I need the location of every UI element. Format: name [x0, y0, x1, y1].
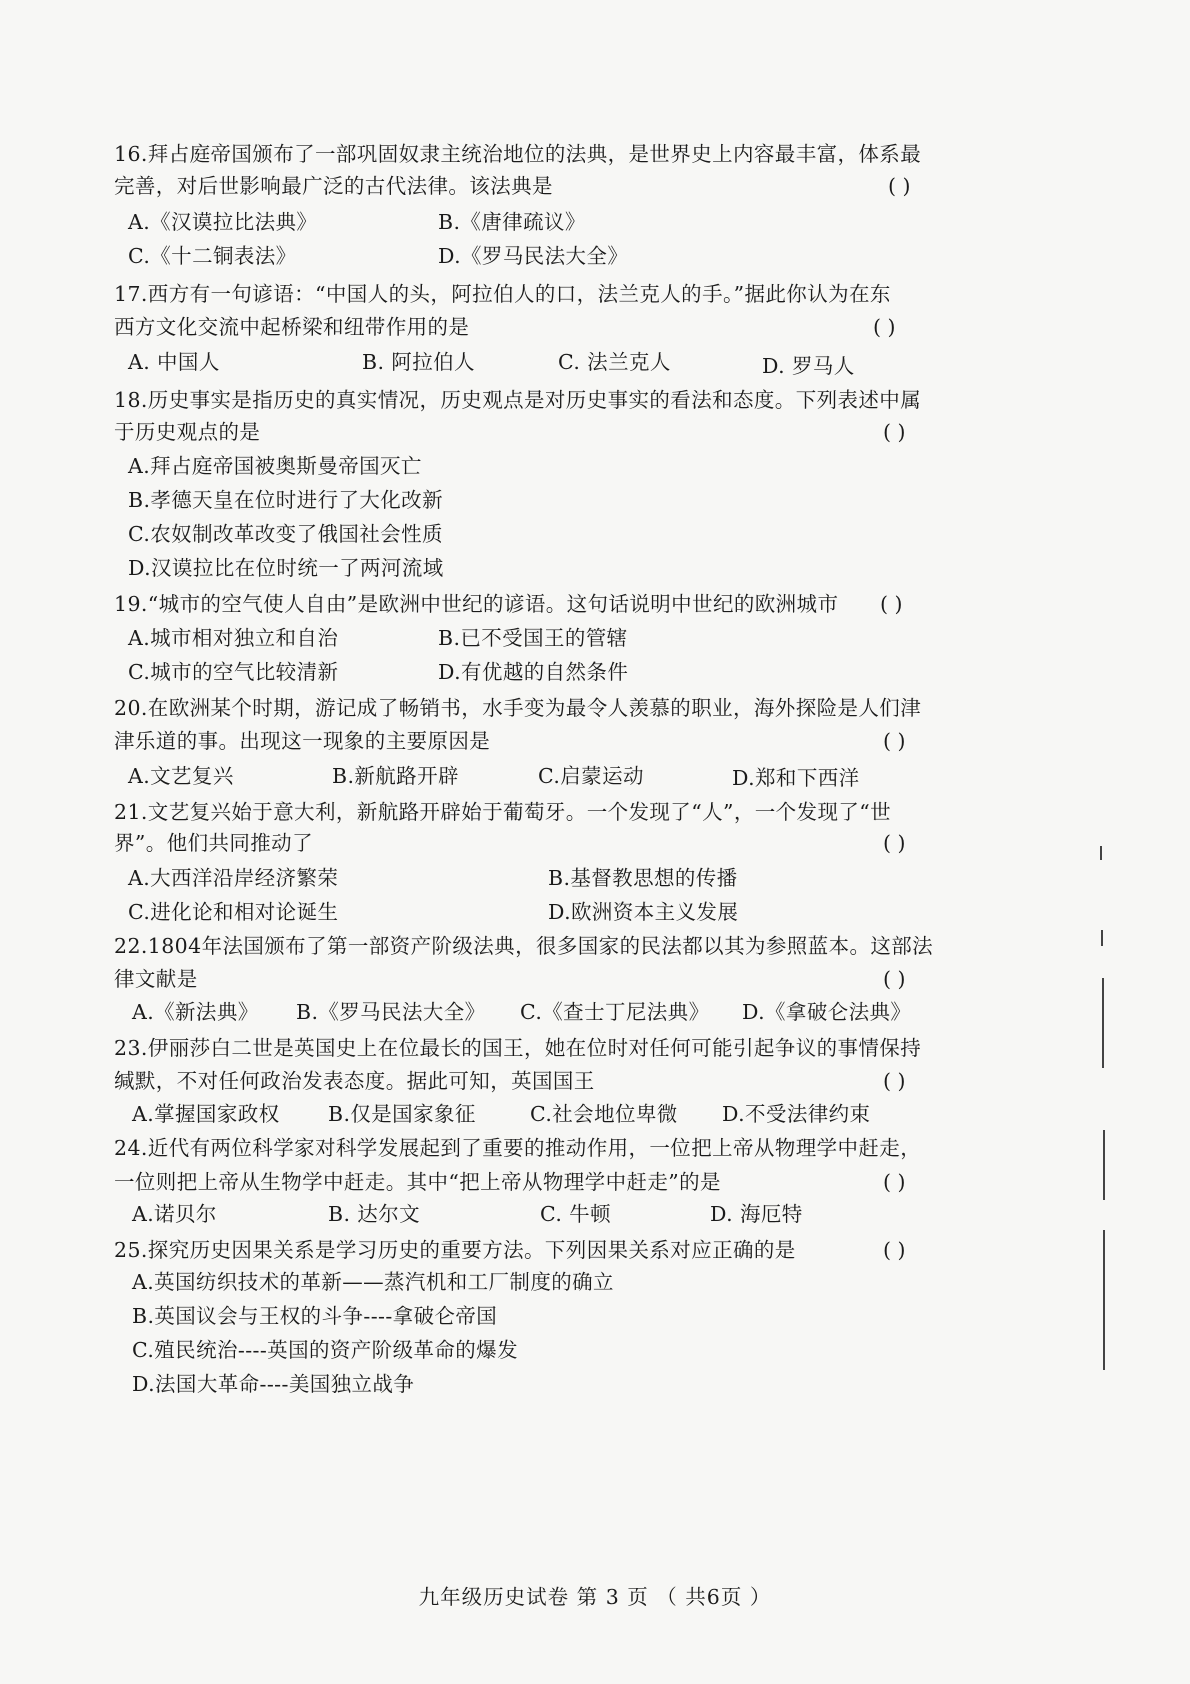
q20-option-c: C.启蒙运动: [538, 764, 644, 788]
q21-option-b: B.基督教思想的传播: [548, 866, 738, 890]
q25-option-a: A.英国纺织技术的革新——蒸汽机和工厂制度的确立: [132, 1270, 614, 1294]
q20-stem-line1: 20.在欧洲某个时期，游记成了畅销书，水手变为最令人羡慕的职业，海外探险是人们津: [114, 696, 922, 720]
q21-answer-bracket: ( ): [883, 831, 906, 855]
q22-option-d: D.《拿破仑法典》: [742, 1000, 912, 1024]
q17-stem-line2: 西方文化交流中起桥梁和纽带作用的是: [114, 315, 470, 339]
scan-edge-mark: [1103, 1130, 1105, 1200]
q24-answer-bracket: ( ): [883, 1170, 906, 1194]
q22-option-a: A.《新法典》: [132, 1000, 259, 1024]
q18-option-b: B.孝德天皇在位时进行了大化改新: [128, 488, 443, 512]
q24-option-b: B. 达尔文: [328, 1202, 420, 1226]
q23-answer-bracket: ( ): [883, 1069, 906, 1093]
q20-option-b: B.新航路开辟: [332, 764, 459, 788]
q23-option-d: D.不受法律约束: [722, 1102, 871, 1126]
q23-stem-line1: 23.伊丽莎白二世是英国史上在位最长的国王，她在位时对任何可能引起争议的事情保持: [114, 1036, 922, 1060]
q17-option-c: C. 法兰克人: [558, 350, 671, 374]
q16-stem-line1: 16.拜占庭帝国颁布了一部巩固奴隶主统治地位的法典，是世界史上内容最丰富，体系最: [114, 142, 922, 166]
q24-option-a: A.诺贝尔: [132, 1202, 217, 1226]
q25-answer-bracket: ( ): [883, 1238, 906, 1262]
q19-option-c: C.城市的空气比较清新: [128, 660, 339, 684]
q22-answer-bracket: ( ): [883, 967, 906, 991]
q22-option-c: C.《查士丁尼法典》: [520, 1000, 710, 1024]
q20-answer-bracket: ( ): [883, 729, 906, 753]
q25-stem-line1: 25.探究历史因果关系是学习历史的重要方法。下列因果关系对应正确的是: [114, 1238, 796, 1262]
q21-stem-line1: 21.文艺复兴始于意大利，新航路开辟始于葡萄牙。一个发现了“人”，一个发现了“世: [114, 800, 892, 824]
scan-edge-mark: [1100, 846, 1102, 860]
q16-stem-line2: 完善，对后世影响最广泛的古代法律。该法典是: [114, 174, 553, 198]
page-footer: 九年级历史试卷 第 3 页 （ 共6页 ）: [418, 1585, 772, 1609]
q25-option-d: D.法国大革命----美国独立战争: [132, 1372, 415, 1396]
q17-option-b: B. 阿拉伯人: [362, 350, 475, 374]
q17-option-a: A. 中国人: [128, 350, 220, 374]
q16-answer-bracket: ( ): [888, 174, 911, 198]
q21-option-c: C.进化论和相对论诞生: [128, 900, 339, 924]
scan-edge-mark: [1103, 1230, 1105, 1370]
q19-option-a: A.城市相对独立和自治: [128, 626, 339, 650]
scan-edge-mark: [1101, 930, 1103, 946]
q22-stem-line2: 律文献是: [114, 967, 198, 991]
q23-option-a: A.掌握国家政权: [132, 1102, 280, 1126]
q23-stem-line2: 缄默，不对任何政治发表态度。据此可知，英国国王: [114, 1069, 595, 1093]
q25-option-b: B.英国议会与王权的斗争----拿破仑帝国: [132, 1304, 498, 1328]
q18-stem-line1: 18.历史事实是指历史的真实情况，历史观点是对历史事实的看法和态度。下列表述中属: [114, 388, 922, 412]
q16-option-b: B.《唐律疏议》: [438, 210, 586, 234]
q19-answer-bracket: ( ): [880, 592, 903, 616]
q24-stem-line2: 一位则把上帝从生物学中赶走。其中“把上帝从物理学中赶走”的是: [114, 1170, 721, 1194]
q20-option-a: A.文艺复兴: [128, 764, 234, 788]
scan-edge-mark: [1102, 978, 1104, 1068]
q24-option-d: D. 海厄特: [710, 1202, 803, 1226]
q18-answer-bracket: ( ): [883, 420, 906, 444]
q23-option-b: B.仅是国家象征: [328, 1102, 476, 1126]
q18-option-a: A.拜占庭帝国被奥斯曼帝国灭亡: [128, 454, 422, 478]
q16-option-d: D.《罗马民法大全》: [438, 244, 629, 268]
q17-answer-bracket: ( ): [873, 315, 896, 339]
q21-stem-line2: 界”。他们共同推动了: [114, 831, 313, 855]
q16-option-a: A.《汉谟拉比法典》: [128, 210, 318, 234]
q22-stem-line1: 22.1804年法国颁布了第一部资产阶级法典，很多国家的民法都以其为参照蓝本。这部法: [114, 934, 934, 958]
q24-stem-line1: 24.近代有两位科学家对科学发展起到了重要的推动作用，一位把上帝从物理学中赶走，: [114, 1136, 922, 1160]
q16-option-c: C.《十二铜表法》: [128, 244, 297, 268]
q17-option-d: D. 罗马人: [762, 354, 855, 378]
q25-option-c: C.殖民统治----英国的资产阶级革命的爆发: [132, 1338, 518, 1362]
q18-option-d: D.汉谟拉比在位时统一了两河流域: [128, 556, 444, 580]
q20-stem-line2: 津乐道的事。出现这一现象的主要原因是: [114, 729, 491, 753]
q18-stem-line2: 于历史观点的是: [114, 420, 261, 444]
q18-option-c: C.农奴制改革改变了俄国社会性质: [128, 522, 443, 546]
q21-option-a: A.大西洋沿岸经济繁荣: [128, 866, 339, 890]
q23-option-c: C.社会地位卑微: [530, 1102, 678, 1126]
q19-option-d: D.有优越的自然条件: [438, 660, 629, 684]
q20-option-d: D.郑和下西洋: [732, 766, 860, 790]
q24-option-c: C. 牛顿: [540, 1202, 611, 1226]
q19-stem-line1: 19.“城市的空气使人自由”是欧洲中世纪的谚语。这句话说明中世纪的欧洲城市: [114, 592, 839, 616]
q22-option-b: B.《罗马民法大全》: [296, 1000, 486, 1024]
q19-option-b: B.已不受国王的管辖: [438, 626, 628, 650]
q21-option-d: D.欧洲资本主义发展: [548, 900, 739, 924]
q17-stem-line1: 17.西方有一句谚语：“中国人的头，阿拉伯人的口，法兰克人的手。”据此你认为在东: [114, 282, 891, 306]
